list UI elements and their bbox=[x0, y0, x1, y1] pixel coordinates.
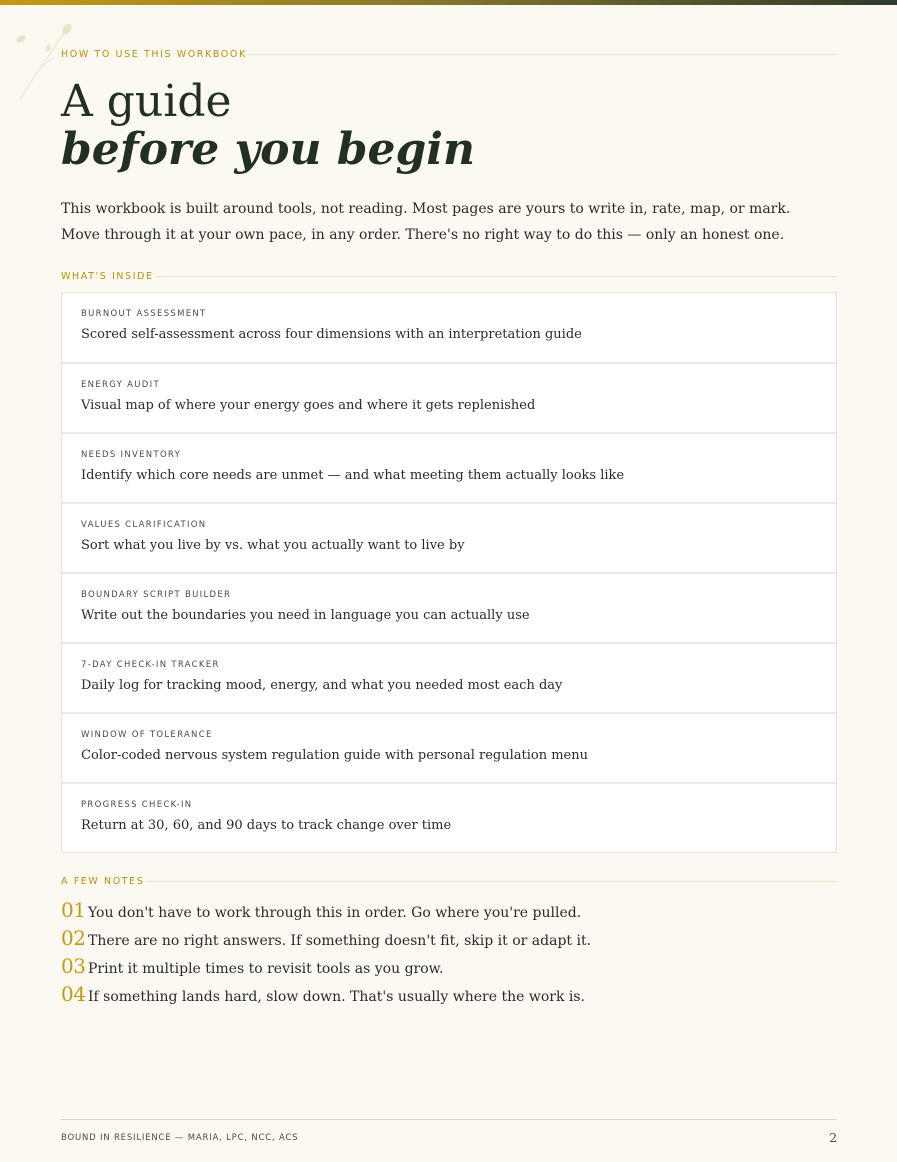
intro-paragraph: This workbook is built around tools, not reading. Most pages are yours to write in, rate, map, or mark. Move through it at your own pace, in any order. There's no right way to do this — only an honest one. bbox=[61, 201, 791, 243]
note-text: Print it multiple times to revisit tools as you grow. bbox=[88, 961, 444, 977]
note-number: 04 bbox=[61, 982, 86, 1006]
tool-description: Return at 30, 60, and 90 days to track change over time bbox=[81, 818, 452, 833]
tool-name: PROGRESS CHECK-IN bbox=[81, 800, 193, 810]
note-item bbox=[61, 926, 591, 954]
note-item bbox=[61, 954, 591, 982]
tool-name: BOUNDARY SCRIPT BUILDER bbox=[81, 590, 232, 600]
tool-item bbox=[62, 642, 836, 712]
tool-name: 7-DAY CHECK-IN TRACKER bbox=[81, 660, 220, 670]
eyebrow-label: HOW TO USE THIS WORKBOOK bbox=[61, 49, 837, 60]
page-number: 2 bbox=[829, 1131, 837, 1145]
note-text: If something lands hard, slow down. That's usually where the work is. bbox=[88, 989, 585, 1005]
title-line-2: before you begin bbox=[61, 124, 475, 175]
whats-inside-label: WHAT'S INSIDE bbox=[61, 271, 837, 282]
notes-label: A FEW NOTES bbox=[61, 876, 837, 887]
tool-description: Sort what you live by vs. what you actually want to live by bbox=[81, 538, 465, 553]
note-number: 02 bbox=[61, 926, 86, 950]
tool-item bbox=[62, 502, 836, 572]
note-item bbox=[61, 982, 591, 1010]
tools-list bbox=[61, 292, 837, 853]
tool-description: Daily log for tracking mood, energy, and what you needed most each day bbox=[81, 678, 563, 693]
tool-name: BURNOUT ASSESSMENT bbox=[81, 309, 207, 319]
tool-item bbox=[62, 712, 836, 782]
note-number: 03 bbox=[61, 954, 86, 978]
title-line-1: A guide bbox=[61, 76, 232, 127]
tool-name: WINDOW OF TOLERANCE bbox=[81, 730, 213, 740]
tool-item bbox=[62, 362, 836, 432]
note-text: There are no right answers. If something doesn't fit, skip it or adapt it. bbox=[88, 933, 592, 949]
tool-name: ENERGY AUDIT bbox=[81, 380, 160, 390]
tool-description: Color-coded nervous system regulation guide with personal regulation menu bbox=[81, 748, 588, 763]
tool-item bbox=[62, 782, 836, 852]
tool-name: NEEDS INVENTORY bbox=[81, 450, 182, 460]
note-number: 01 bbox=[61, 898, 86, 922]
note-text: You don't have to work through this in order. Go where you're pulled. bbox=[88, 905, 582, 921]
tool-item bbox=[62, 293, 836, 362]
tool-item bbox=[62, 572, 836, 642]
tool-name: VALUES CLARIFICATION bbox=[81, 520, 207, 530]
tool-description: Scored self-assessment across four dimensions with an interpretation guide bbox=[81, 327, 582, 342]
tool-description: Write out the boundaries you need in language you can actually use bbox=[81, 608, 530, 623]
page-footer bbox=[61, 1119, 837, 1145]
tool-description: Visual map of where your energy goes and where it gets replenished bbox=[81, 398, 536, 413]
footer-credit: BOUND IN RESILIENCE — MARIA, LPC, NCC, ACS bbox=[61, 1133, 299, 1143]
note-item bbox=[61, 898, 591, 926]
tool-description: Identify which core needs are unmet — and what meeting them actually looks like bbox=[81, 468, 625, 483]
notes-list bbox=[61, 898, 591, 1010]
page-title bbox=[61, 78, 475, 174]
top-accent-bar bbox=[0, 0, 897, 5]
tool-item bbox=[62, 432, 836, 502]
